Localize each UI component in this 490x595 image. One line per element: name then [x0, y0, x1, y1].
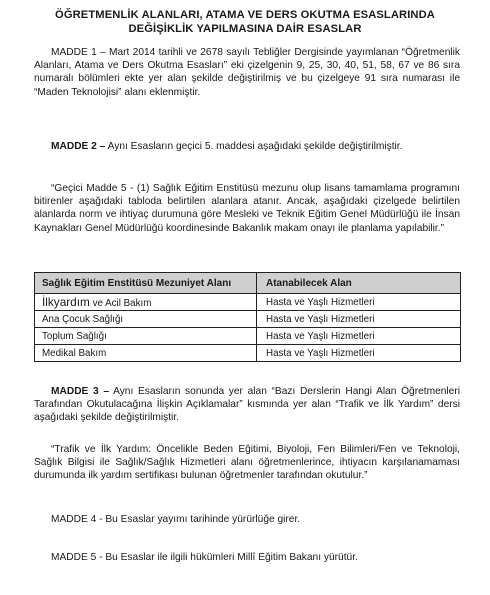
table-header-graduation-field: Sağlık Eğitim Enstitüsü Mezuniyet Alanı [35, 273, 257, 294]
document-title-line-1: ÖĞRETMENLİK ALANLARI, ATAMA VE DERS OKUTMA ESASLARINDA [55, 9, 435, 21]
document-title-line-2: DEĞİŞİKLİK YAPILMASINA DAİR ESASLAR [128, 23, 362, 35]
article-4-label: MADDE 4 - [51, 514, 103, 525]
article-1-text: Mart 2014 tarihli ve 2678 sayılı Tebliğler Dergisinde yayımlanan “Öğretmenlik Alanları, Atama ve Ders Okutma Esasları” eki çizelgenin 9, 25, 30, 40, 51, 58, 67 ve 86 sıra numaralı bölümleri ekte yer alan şekilde değiştirilmiş ve bu çizelgeye 91 sıra numarası ile “Maden Teknolojisi” alanı eklenmiştir. [34, 47, 460, 98]
article-2-label: MADDE 2 – [51, 141, 106, 152]
article-1-label: MADDE 1 – [51, 47, 106, 58]
article-3 [34, 385, 460, 425]
table-cell-graduation-field: Medikal Bakım [35, 345, 257, 362]
table-cell-assignable-field: Hasta ve Yaşlı Hizmetleri [257, 345, 461, 362]
article-5 [51, 551, 460, 564]
table-cell-graduation-field [35, 294, 257, 311]
cell-text-large: İlkyardım [42, 295, 90, 309]
article-3-label: MADDE 3 – [51, 386, 109, 397]
article-5-text: Bu Esaslar ile ilgili hükümleri Millî Eğitim Bakanı yürütür. [102, 552, 358, 563]
table-row [35, 294, 461, 311]
table-header-row [35, 273, 461, 294]
table-cell-assignable-field: Hasta ve Yaşlı Hizmetleri [257, 328, 461, 345]
article-3-text: Aynı Esasların sonunda yer alan “Bazı Derslerin Hangi Alan Öğretmenleri Tarafından Okutulacağına İlişkin Açıklamalar” kısmında yer alan “Trafik ve İlk Yardım” dersi aşağıdaki şekilde değiştirilmiştir. [34, 386, 460, 424]
table-row [35, 328, 461, 345]
table-row [35, 311, 461, 328]
article-1 [34, 46, 460, 99]
table-cell-graduation-field: Toplum Sağlığı [35, 328, 257, 345]
article-4 [51, 513, 460, 526]
cell-text: ve Acil Bakım [89, 298, 152, 309]
assignment-table [34, 272, 461, 362]
traffic-first-aid-quote: “Trafik ve İlk Yardım: Öncelikle Beden Eğitimi, Biyoloji, Fen Bilimleri/Fen ve Teknoloji, Sağlık Bilgisi ile Sağlık/Sağlık Hizmetleri alanı öğretmenlerince, ihtiyacın karşılanamaması durumunda ilk yardım sertifikası bulunan öğretmenler tarafından okutulur.” [34, 444, 460, 482]
article-4-text: Bu Esaslar yayımı tarihinde yürürlüğe girer. [102, 514, 301, 525]
temporary-article-5-quote: “Geçici Madde 5 - (1) Sağlık Eğitim Enstitüsü mezunu olup lisans tamamlama programını bitirenler aşağıdaki tabloda belirtilen alanlara atanır. Ancak, aşağıdaki çizelgede belirtilen alanlarda norm ve ihtiyaç durumuna göre Mesleki ve Teknik Eğitim Genel Müdürlüğü ile İnsan Kaynakları Genel Müdürlüğü koordinesinde Bakanlık makam onayı ile planlama yapılabilir.” [34, 183, 460, 234]
article-5-label: MADDE 5 - [51, 552, 103, 563]
article-2-text: Aynı Esasların geçici 5. maddesi aşağıdaki şekilde değiştirilmiştir. [105, 141, 403, 152]
table-cell-assignable-field: Hasta ve Yaşlı Hizmetleri [257, 311, 461, 328]
table-row [35, 345, 461, 362]
article-2 [51, 140, 460, 153]
table-header-assignable-field: Atanabilecek Alan [257, 273, 461, 294]
table-cell-graduation-field: Ana Çocuk Sağlığı [35, 311, 257, 328]
table-cell-assignable-field: Hasta ve Yaşlı Hizmetleri [257, 294, 461, 311]
